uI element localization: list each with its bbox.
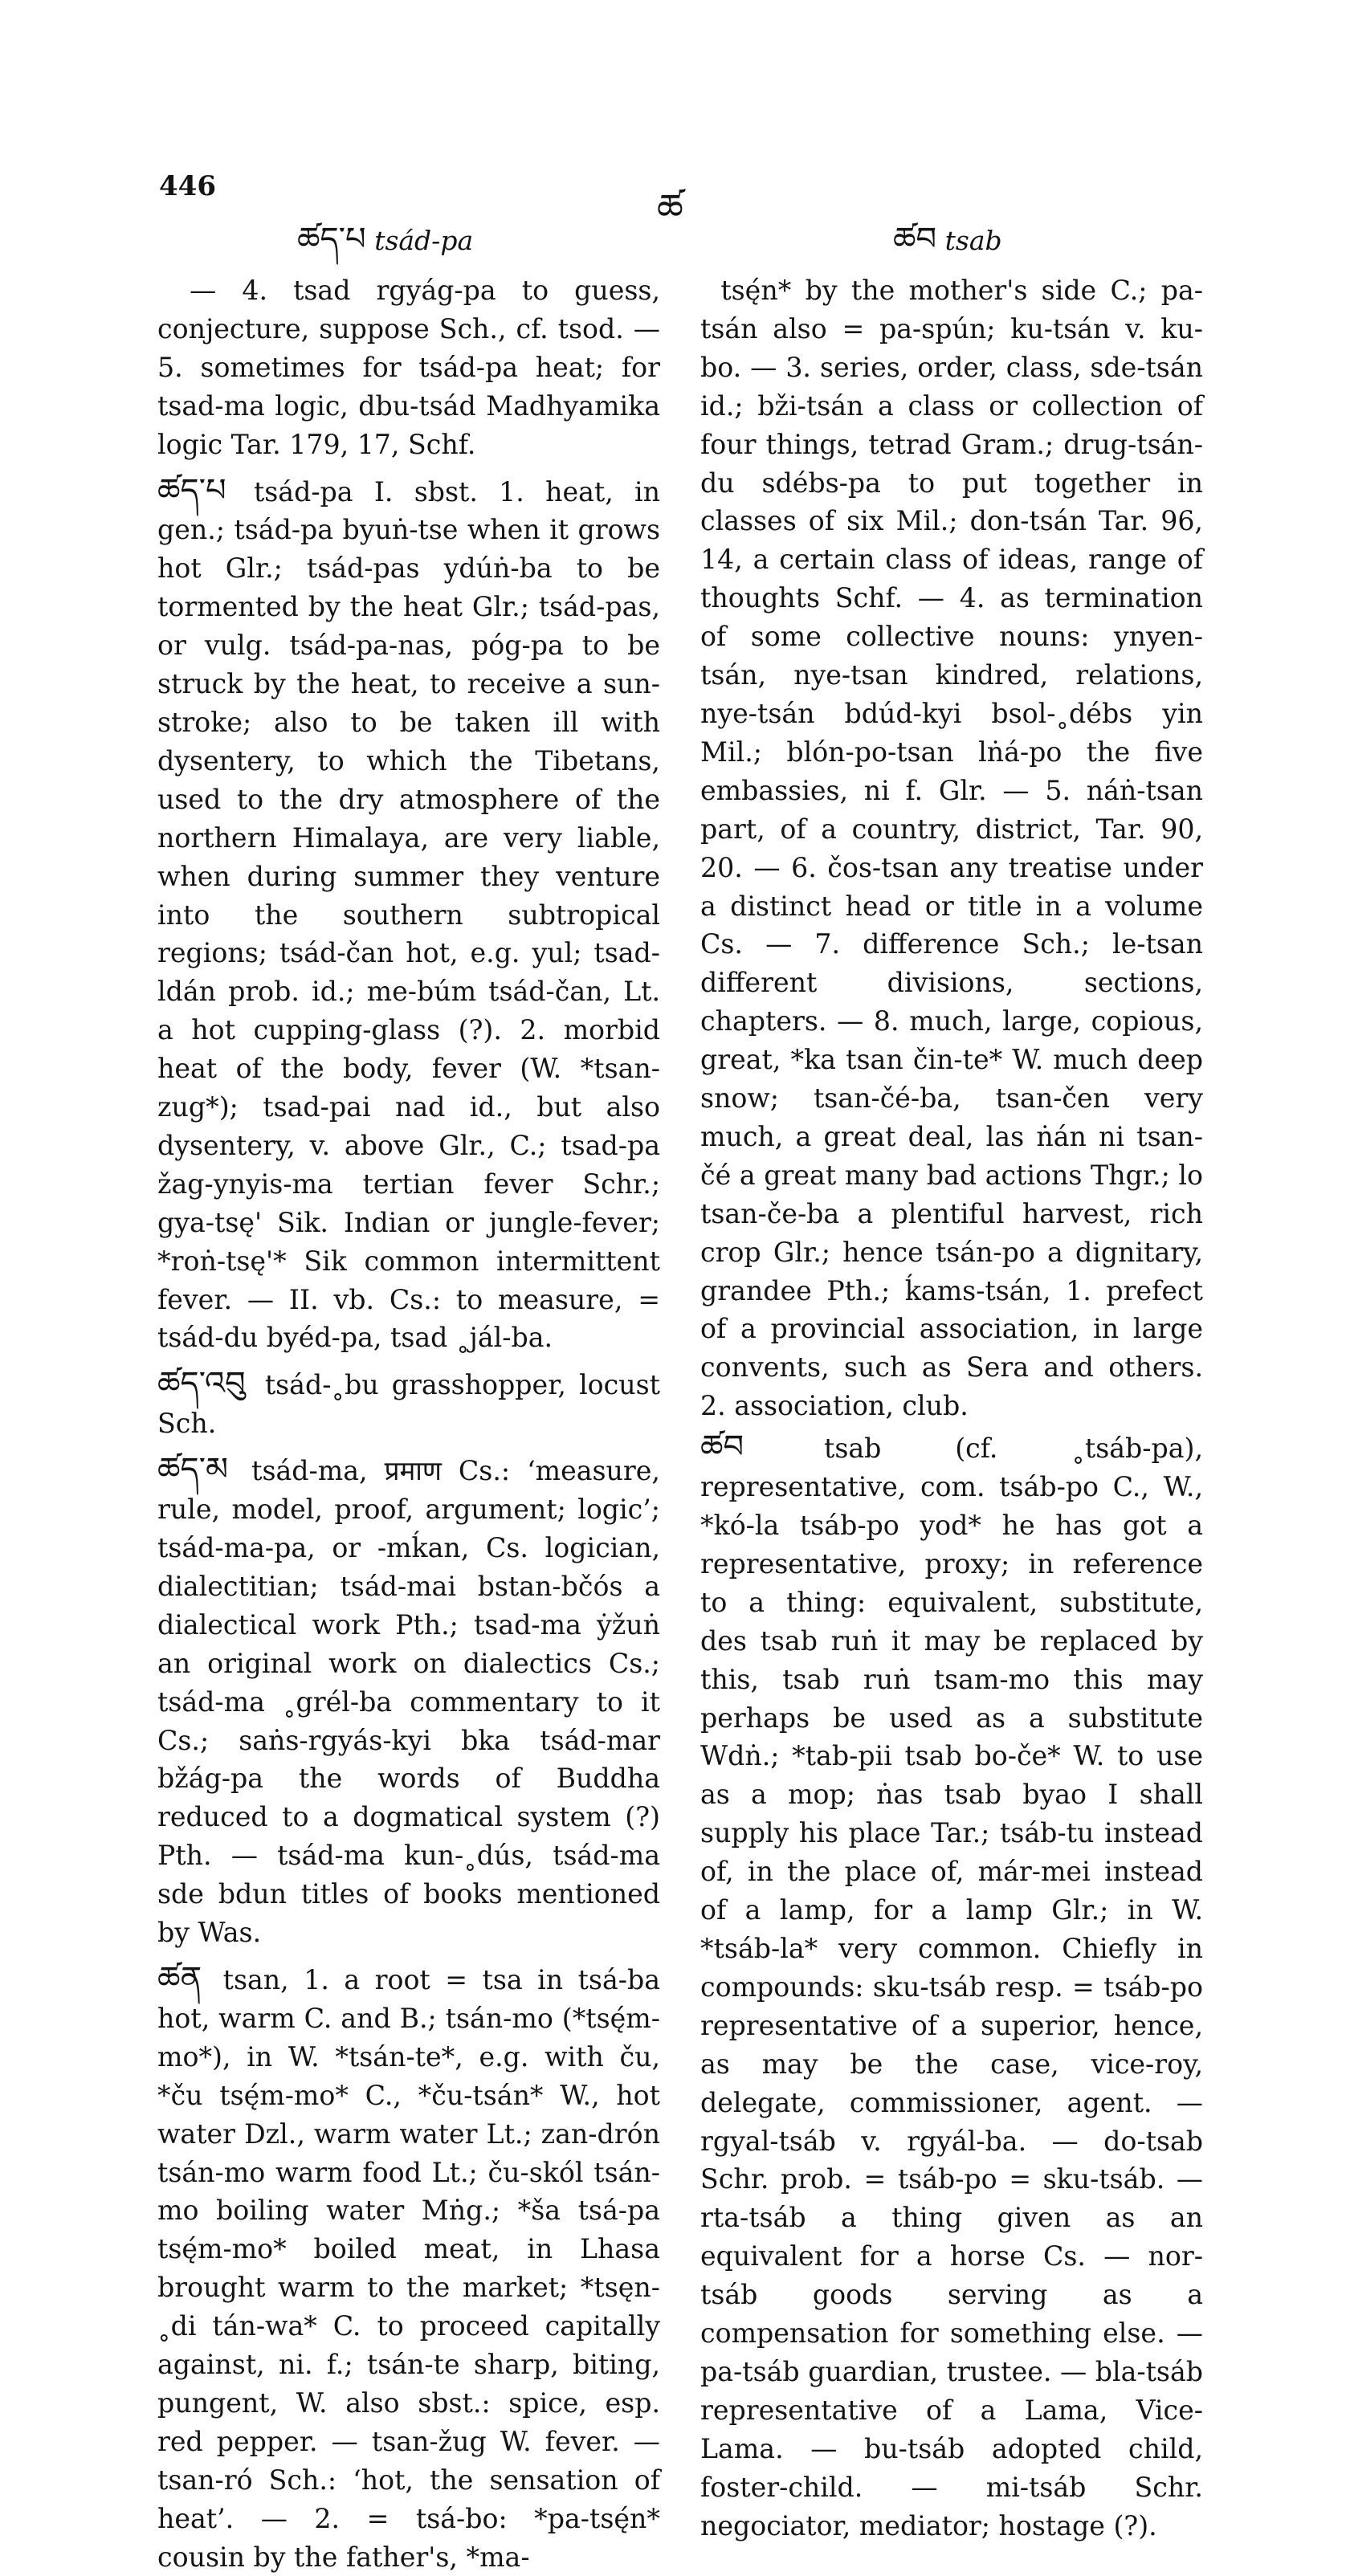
- page-number: 446: [159, 170, 216, 202]
- entry-headword-tibetan: ཚན: [157, 1959, 202, 1997]
- left-column: [157, 271, 660, 2576]
- running-head-left-word: tsád-pa: [374, 225, 474, 256]
- dictionary-entry: [700, 271, 1203, 1425]
- running-head-left-tibetan: ཚད་པ: [297, 221, 366, 258]
- running-head-right-word: tsab: [944, 225, 1002, 256]
- entry-headword-tibetan: ཚབ: [700, 1429, 744, 1466]
- entry-text: tsę́n* by the mother's side C.; pa-tsán also = pa-spún; ku-tsán v. ku-bo. — 3. series, order, class, sde-tsán id.; bži-tsán a class or collection of four things, tetrad Gram.; drug-tsán-du sdébs-pa to put together in classes of six Mil.; don-tsán Tar. 96, 14, a certain class of ideas, range of thoughts Schf. — 4. as termination of some collective nouns: ynyen-tsán, nye-tsan kindred, relations, nye-tsán bdúd-kyi bsol-˳débs yin Mil.; blón-po-tsan lṅá-po the five embassies, ni f. Glr. — 5. náṅ-tsan part, of a country, district, Tar. 90, 20. — 6. čos-tsan any treatise under a distinct head or title in a volume Cs. — 7. difference Sch.; le-tsan different divisions, sections, chapters. — 8. much, large, copious, great, *ka tsan čin-te* W. much deep snow; tsan-čé-ba, tsan-čen very much, a great deal, las ṅán ni tsan-čé a great many bad actions Thgr.; lo tsan-če-ba a plentiful harvest, rich crop Glr.; hence tsán-po a dignitary, grandee Pth.; ḱams-tsán, 1. prefect of a provincial association, in large convents, such as Sera and others. 2. association, club.: [700, 275, 1203, 1422]
- dictionary-entry: [157, 1451, 660, 1952]
- entry-text: — 4. tsad rgyág-pa to guess, conjecture, suppose Sch., cf. tsod. — 5. sometimes for tsád-pa heat; for tsad-ma logic, dbu-tsád Madhyamika logic Tar. 179, 17, Schf.: [157, 275, 660, 460]
- entry-headword-tibetan: ཚད་པ: [157, 471, 226, 509]
- dictionary-entry: [157, 1365, 660, 1443]
- entry-text: tsád-˳bu grasshopper, locust Sch.: [157, 1369, 660, 1440]
- entry-headword-tibetan: ཚད་འབུ: [157, 1365, 246, 1403]
- entry-text: tsab (cf. ˳tsáb-pa), representative, com. tsáb-po C., W., *kó-la tsáb-po yod* he has got a representative, proxy; in reference to a thing: equivalent, substitute, des tsab ruṅ it may be replaced by this, tsab ruṅ tsam-mo this may perhaps be used as a substitute Wdṅ.; *tab-pii tsab bo-če* W. to use as a mop; ṅas tsab byao I shall supply his place Tar.; tsáb-tu instead of, in the place of, már-mei instead of a lamp, for a lamp Glr.; in W. *tsáb-la* very common. Chiefly in compounds: sku-tsáb resp. = tsáb-po representative of a superior, hence, as may be the case, vice-roy, delegate, commissioner, agent. — rgyal-tsáb v. rgyál-ba. — do-tsab Schr. prob. = tsáb-po = sku-tsáb. — rta-tsáb a thing given as an equivalent for a horse Cs. — nor-tsáb goods serving as a compensation for something else. — pa-tsáb guardian, trustee. — bla-tsáb representative of a Lama, Vice-Lama. — bu-tsáb adopted child, foster-child. — mi-tsáb Schr. negociator, mediator; hostage (?).: [700, 1433, 1203, 2541]
- right-column: [700, 271, 1203, 2545]
- entry-text: tsan, 1. a root = tsa in tsá-ba hot, warm C. and B.; tsán-mo (*tsę́m-mo*), in W. *tsán-te*, e.g. with ču, *ču tsę́m-mo* C., *ču-tsán* W., hot water Dzl., warm water Lt.; zan-drón tsán-mo warm food Lt.; ču-skól tsán-mo boiling water Mṅg.; *ša tsá-pa tsę́m-mo* boiled meat, in Lhasa brought warm to the market; *tsęn-˳di tán-wa* C. to proceed capitally against, ni. f.; tsán-te sharp, biting, pungent, W. also sbst.: spice, esp. red pepper. — tsan-žug W. fever. — tsan-ró Sch.: ‘hot, the sensation of heat’. — 2. = tsá-bo: *pa-tsę́n* cousin by the father's, *ma-: [157, 1963, 660, 2573]
- entry-text: tsád-pa I. sbst. 1. heat, in gen.; tsád-pa byuṅ-tse when it grows hot Glr.; tsád-pas ydúṅ-ba to be tormented by the heat Glr.; tsád-pas, or vulg. tsád-pa-nas, póg-pa to be struck by the heat, to receive a sun-stroke; also to be taken ill with dysentery, to which the Tibetans, used to the dry atmosphere of the northern Himalaya, are very liable, when during summer they venture into the southern subtropical regions; tsád-čan hot, e.g. yul; tsad-ldán prob. id.; me-búm tsád-čan, Lt. a hot cupping-glass (?). 2. morbid heat of the body, fever (W. *tsan-zug*); tsad-pai nad id., but also dysentery, v. above Glr., C.; tsad-pa žag-ynyis-ma tertian fever Schr.; gya-tsę' Sik. Indian or jungle-fever; *roṅ-tsę'* Sik common intermittent fever. — II. vb. Cs.: to measure, = tsád-du byéd-pa, tsad ˳jál-ba.: [157, 475, 660, 1354]
- dictionary-entry: [700, 1429, 1203, 2545]
- dictionary-entry: [157, 271, 660, 464]
- entry-text: tsád-ma, प्रमाण Cs.: ‘measure, rule, model, proof, argument; logic’; tsád-ma-pa, or -mḱan, Cs. logician, dialectitian; tsád-mai bstan-bčós a dialectical work Pth.; tsad-ma ẏžuṅ an original work on dialectics Cs.; tsád-ma ˳grél-ba commentary to it Cs.; saṅs-rgyás-kyi bka tsád-mar bžág-pa the words of Buddha reduced to a dogmatical system (?) Pth. — tsád-ma kun-˳dús, tsád-ma sde bdun titles of books mentioned by Was.: [157, 1455, 660, 1949]
- entry-headword-tibetan: ཚད་མ: [157, 1451, 229, 1489]
- dictionary-entry: [157, 1960, 660, 2576]
- dictionary-entry: [157, 472, 660, 1358]
- center-glyph: ཚ: [657, 185, 683, 229]
- running-head-right-tibetan: ཚབ: [893, 221, 937, 258]
